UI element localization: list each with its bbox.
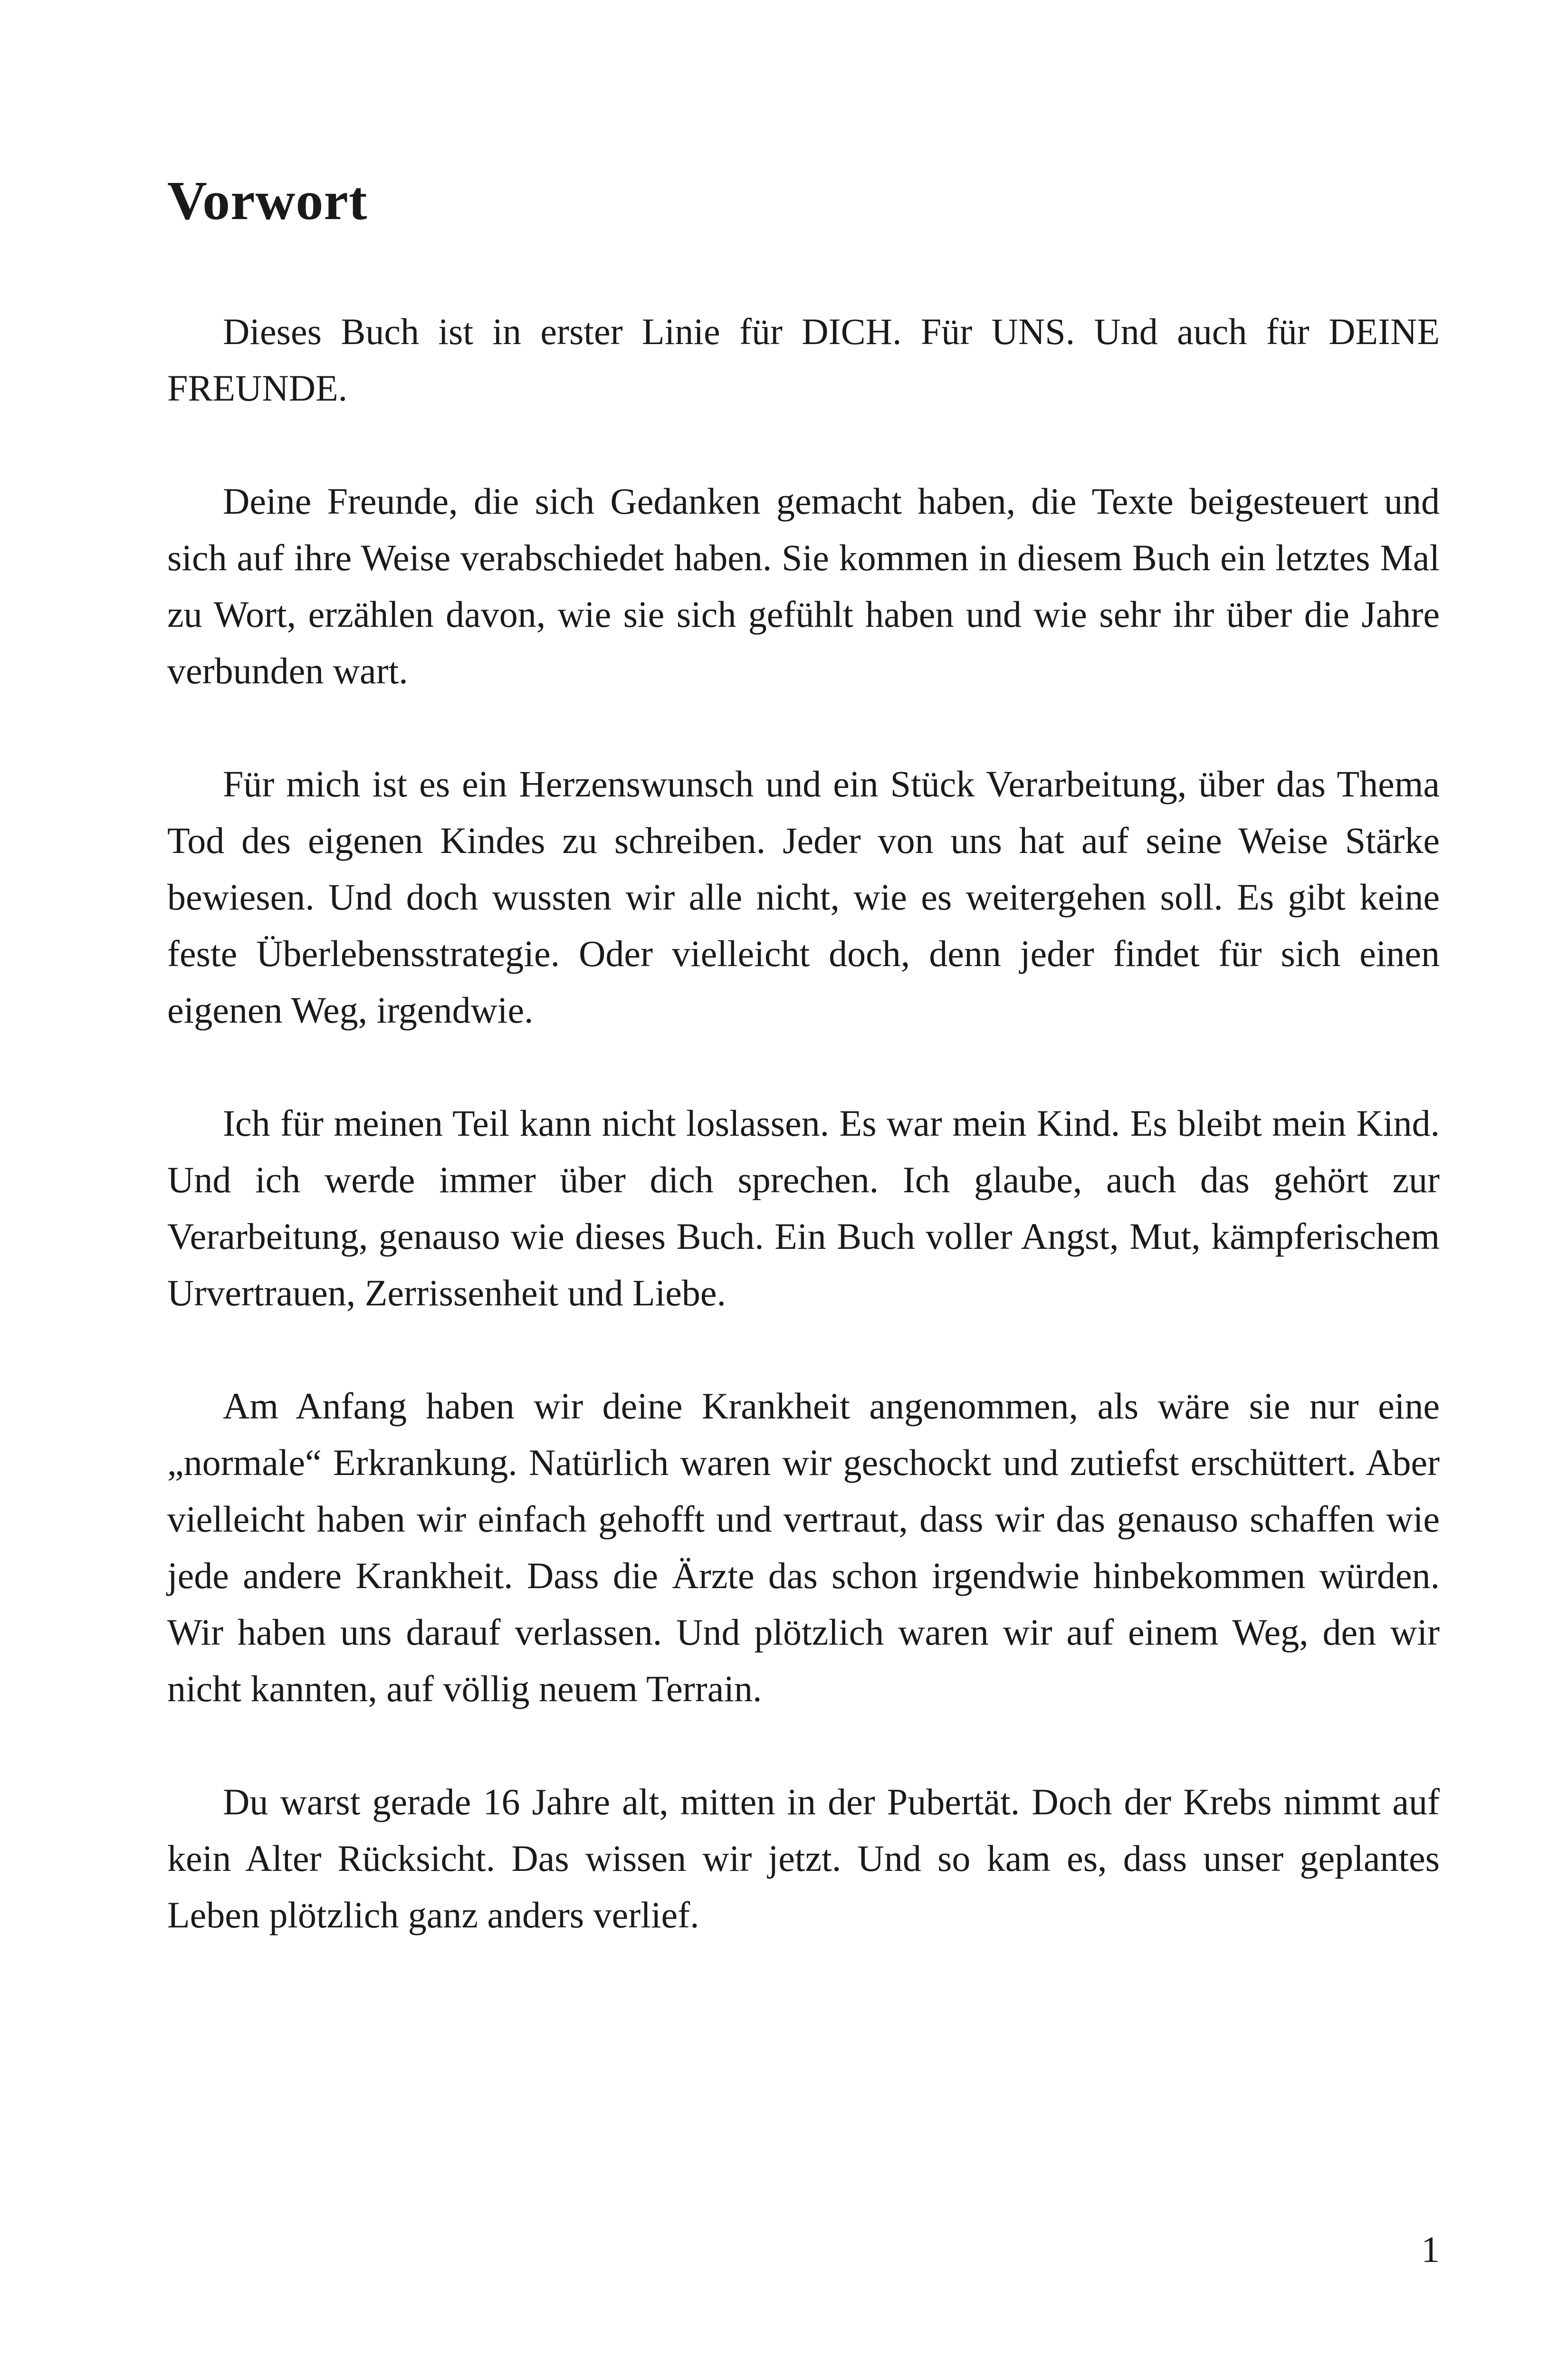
chapter-title: Vorwort	[167, 171, 368, 231]
paragraph-6: Du warst gerade 16 Jahre alt, mitten in der Pubertät. Doch der Krebs nimmt auf kein Alter Rücksicht. Das wissen wir jetzt. Und so kam es, dass unser geplantes Leben plötzlich ganz anders verlief.	[167, 1781, 1440, 1935]
page-body	[167, 171, 1440, 2000]
paragraph-4: Ich für meinen Teil kann nicht loslassen. Es war mein Kind. Es bleibt mein Kind. Und ich werde immer über dich sprechen. Ich glaube, auch das gehört zur Verarbeitung, genauso wie dieses Buch. Ein Buch voller Angst, Mut, kämpferischem Urvertrauen, Zerrissenheit und Liebe.	[167, 1102, 1440, 1313]
paragraph-2: Deine Freunde, die sich Gedanken gemacht haben, die Texte beigesteuert und sich auf ihre Weise verabschiedet haben. Sie kommen in diesem Buch ein letztes Mal zu Wort, erzählen davon, wie sie sich gefühlt haben und wie sehr ihr über die Jahre verbunden wart.	[167, 480, 1440, 691]
paragraph-3: Für mich ist es ein Herzenswunsch und ein Stück Verarbeitung, über das Thema Tod des eigenen Kindes zu schreiben. Jeder von uns hat auf seine Weise Stärke bewiesen. Und doch wussten wir alle nicht, wie es weitergehen soll. Es gibt keine feste Überlebensstrategie. Oder vielleicht doch, denn jeder findet für sich einen eigenen Weg, irgendwie.	[167, 763, 1440, 1031]
page-number: 1	[1421, 2229, 1440, 2270]
paragraph-5: Am Anfang haben wir deine Krankheit angenommen, als wäre sie nur eine „normale“ Erkrankung. Natürlich waren wir geschockt und zutiefst erschüttert. Aber vielleicht haben wir einfach gehofft und vertraut, dass wir das genauso schaffen wie jede andere Krankheit. Dass die Ärzte das schon irgendwie hinbekommen würden. Wir haben uns darauf verlassen. Und plötzlich waren wir auf einem Weg, den wir nicht kannten, auf völlig neuem Terrain.	[167, 1385, 1440, 1709]
paragraph-1: Dieses Buch ist in erster Linie für DICH. Für UNS. Und auch für DEINE FREUNDE.	[167, 310, 1440, 409]
